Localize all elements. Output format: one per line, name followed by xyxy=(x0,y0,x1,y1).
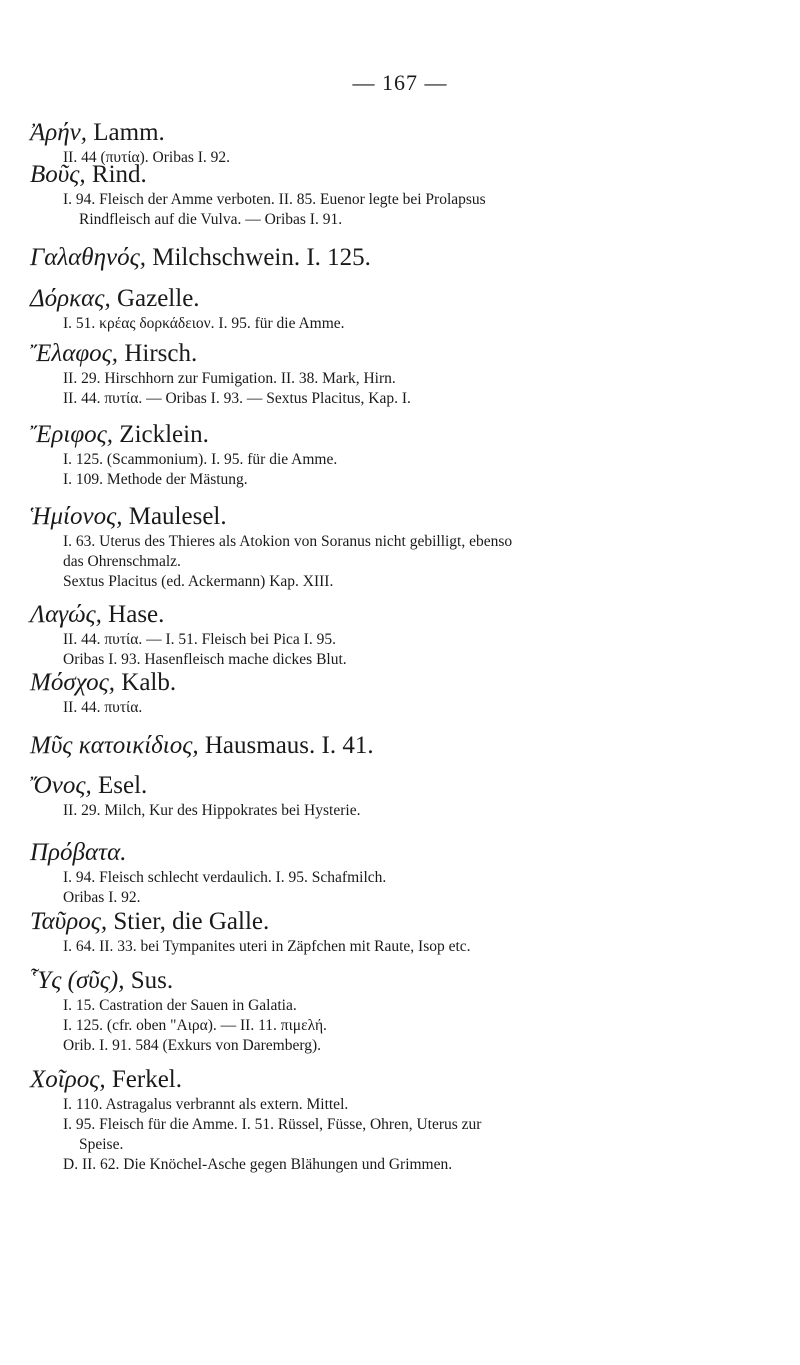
entry-headline xyxy=(30,160,800,190)
reference-line: II. 29. Hirschhorn zur Fumigation. II. 38. Mark, Hirn. xyxy=(63,370,396,387)
entry-headline xyxy=(30,1065,800,1095)
reference-line: I. 125. (Scammonium). I. 95. für die Amme. xyxy=(63,451,338,468)
greek-term: Ἔλαφος, xyxy=(30,340,119,367)
entry-headline xyxy=(30,339,800,369)
entry-headline xyxy=(30,284,800,314)
dictionary-entry xyxy=(30,600,800,670)
reference-line: I. 94. Fleisch der Amme verboten. II. 85. Euenor legte bei Prolapsus xyxy=(63,191,486,208)
german-term: Ferkel. xyxy=(111,1066,182,1093)
german-term: Hase. xyxy=(108,601,165,628)
reference-line: I. 110. Astragalus verbrannt als extern. Mittel. xyxy=(63,1096,349,1113)
greek-term: Δόρκας, xyxy=(30,285,111,312)
entry-headline xyxy=(30,966,800,996)
entry-headline xyxy=(30,420,800,450)
reference-line: II. 44. πυτία. xyxy=(63,699,143,716)
greek-term: Ἔριφος, xyxy=(30,421,114,448)
reference-line: Oribas I. 93. Hasenfleisch mache dickes Blut. xyxy=(63,651,347,668)
reference-line: I. 51. κρέας δορκάδειον. I. 95. für die Amme. xyxy=(63,315,345,332)
dictionary-entry xyxy=(30,243,800,273)
dictionary-entry xyxy=(30,771,800,821)
reference-line: II. 29. Milch, Kur des Hippokrates bei Hysterie. xyxy=(63,802,361,819)
german-term: Lamm. xyxy=(93,119,165,146)
reference-line: Oribas I. 92. xyxy=(63,889,141,906)
entry-headline xyxy=(30,243,800,273)
german-term: Maulesel. xyxy=(128,503,227,530)
reference-line: Sextus Placitus (ed. Ackermann) Kap. XIII. xyxy=(63,573,334,590)
reference-line: Speise. xyxy=(79,1136,124,1153)
german-term: Sus. xyxy=(130,967,174,994)
reference-line: Orib. I. 91. 584 (Exkurs von Daremberg). xyxy=(63,1037,321,1054)
german-term: Esel. xyxy=(97,772,148,799)
dictionary-entry xyxy=(30,731,800,761)
german-term: Hirsch. xyxy=(124,340,198,367)
entry-headline xyxy=(30,731,800,761)
entry-headline xyxy=(30,907,800,937)
entry-headline xyxy=(30,771,800,801)
dictionary-entry xyxy=(30,1065,800,1175)
german-term: Kalb. xyxy=(121,669,177,696)
german-term: Stier, die Galle. xyxy=(113,908,270,935)
entry-headline xyxy=(30,502,800,532)
greek-term: Λαγώς, xyxy=(30,601,102,628)
reference-line: Rindfleisch auf die Vulva. — Oribas I. 91. xyxy=(79,211,343,228)
greek-term: Μόσχος, xyxy=(30,669,116,696)
reference-line: II. 44 (πυτία). Oribas I. 92. xyxy=(63,149,231,166)
greek-term: Μῦς κατοικίδιος, xyxy=(30,732,199,759)
greek-term: Βοῦς, xyxy=(30,161,86,188)
entry-headline xyxy=(30,600,800,630)
dictionary-entry xyxy=(30,420,800,490)
dictionary-entry xyxy=(30,966,800,1056)
german-term: Gazelle. xyxy=(116,285,200,312)
reference-line: II. 44. πυτία. — Oribas I. 93. — Sextus Placitus, Kap. I. xyxy=(63,390,411,407)
page-number: — 167 — xyxy=(352,70,448,95)
entry-headline xyxy=(30,118,800,148)
german-term: Hausmaus. I. 41. xyxy=(204,732,374,759)
reference-line: I. 64. II. 33. bei Tympanites uteri in Zäpfchen mit Raute, Isop etc. xyxy=(63,938,471,955)
entry-headline xyxy=(30,668,800,698)
reference-line: I. 125. (cfr. oben "Αιρα). — II. 11. πιμελή. xyxy=(63,1017,327,1034)
reference-line: I. 95. Fleisch für die Amme. I. 51. Rüssel, Füsse, Ohren, Uterus zur xyxy=(63,1116,482,1133)
dictionary-entry xyxy=(30,284,800,334)
german-term: Milchschwein. I. 125. xyxy=(152,244,371,271)
reference-line: I. 94. Fleisch schlecht verdaulich. I. 95. Schafmilch. xyxy=(63,869,387,886)
dictionary-entry xyxy=(30,160,800,230)
greek-term: Ἀρήν, xyxy=(30,119,88,146)
greek-term: Ἡμίονος, xyxy=(30,503,123,530)
reference-line: D. II. 62. Die Knöchel-Asche gegen Blähungen und Grimmen. xyxy=(63,1156,453,1173)
entry-headline xyxy=(30,838,800,868)
dictionary-entry xyxy=(30,502,800,592)
reference-line: I. 109. Methode der Mästung. xyxy=(63,471,248,488)
dictionary-entry xyxy=(30,838,800,908)
dictionary-entry xyxy=(30,339,800,409)
german-term: Zicklein. xyxy=(119,421,209,448)
reference-line: II. 44. πυτία. — I. 51. Fleisch bei Pica I. 95. xyxy=(63,631,336,648)
greek-term: Γαλαθηνός, xyxy=(30,244,146,271)
reference-line: das Ohrenschmalz. xyxy=(63,553,181,570)
german-term: Rind. xyxy=(91,161,147,188)
greek-term: Χοῖρος, xyxy=(30,1066,106,1093)
reference-line: I. 15. Castration der Sauen in Galatia. xyxy=(63,997,297,1014)
dictionary-entry xyxy=(30,907,800,957)
greek-term: Πρόβατα. xyxy=(30,839,127,866)
dictionary-entry xyxy=(30,668,800,718)
greek-term: Ὄνος, xyxy=(30,772,92,799)
greek-term: Ὗς (σῦς), xyxy=(30,967,125,994)
reference-line: I. 63. Uterus des Thieres als Atokion von Soranus nicht gebilligt, ebenso xyxy=(63,533,513,550)
greek-term: Ταῦρος, xyxy=(30,908,108,935)
